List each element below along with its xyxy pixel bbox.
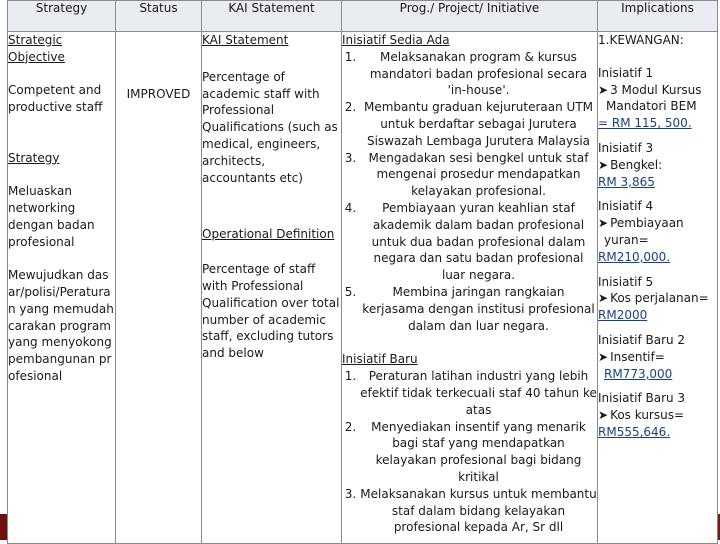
strategy-label: Strategy [8, 150, 60, 165]
new-item: 2. Menyediakan insentif yang menarik bagi staf yang mendapatkan kelayakan profesional bagi bidang kritikal [360, 419, 597, 486]
kai-statement-value: Percentage of academic staff with Professional Qualifications (such as medical, engineers, architects, accountants etc) [202, 69, 338, 185]
initiative-4-label: Inisiatif 4 [598, 199, 654, 214]
operational-definition-value: Percentage of staff with Professional Qualification over total number of academic staff, excluding tutors and below [202, 262, 340, 361]
initiative-1-label: Inisiatif 1 [598, 65, 654, 80]
existing-initiative-list [342, 49, 597, 335]
initiative-5-text: Kos perjalanan= [610, 291, 709, 306]
initiative-1-text: 3 Modul Kursus [610, 82, 702, 97]
operational-definition-label: Operational Definition [202, 227, 335, 242]
arrow-bullet-icon: ➤ [598, 216, 609, 231]
existing-initiative-label: Inisiatif Sedia Ada [342, 33, 450, 47]
existing-item: 5. Membina jaringan rangkaian kerjasama dengan institusi profesional dalam dan luar negara. [360, 284, 597, 334]
existing-item: 2. Membantu graduan kejuruteraan UTM untuk berdaftar sebagai Jurutera Siswazah Lembaga Jurutera Malaysia [360, 99, 597, 149]
new-initiative-3-text: Kos kursus= [610, 408, 685, 423]
arrow-bullet-icon: ➤ [598, 408, 609, 423]
initiative-3-amount: RM 3,865 [598, 174, 655, 189]
initiative-3-label: Inisiatif 3 [598, 140, 654, 155]
new-initiative-3-amount: RM555,646. [598, 424, 671, 439]
header-program: Prog./ Project/ Initiative [342, 1, 598, 32]
strategic-objective-value: Competent and productive staff [8, 83, 103, 115]
initiative-4-amount: RM210,000. [598, 249, 671, 264]
content-row [8, 32, 718, 544]
initiative-5-amount: RM2000 [598, 308, 648, 323]
initiative-5-label: Inisiatif 5 [598, 274, 654, 289]
new-initiative-2-label: Inisiatif Baru 2 [598, 332, 686, 347]
strategy-table [7, 0, 718, 544]
strategic-objective-label: Strategic Objective [8, 33, 65, 64]
strategy-item-2: Mewujudkan dasar/polisi/Peraturan yang memudahcarakan program yang menyokong pembangunan profesional [8, 268, 114, 383]
initiative-1-text-2: Mandatori BEM [606, 99, 697, 114]
kai-statement-label: KAI Statement [202, 33, 289, 47]
header-implications: Implications [598, 1, 718, 32]
kai-cell [202, 32, 342, 544]
arrow-bullet-icon: ➤ [598, 349, 609, 364]
initiative-3-text: Bengkel: [610, 157, 663, 172]
header-strategy: Strategy [8, 1, 116, 32]
existing-item: 4. Pembiayaan yuran keahlian staf akademik dalam badan profesional untuk dua badan profesional dalam negara dan satu badan profesional luar negara. [360, 200, 597, 284]
header-row [8, 1, 718, 32]
strategy-item-1: Meluaskan networking dengan badan profesional [8, 184, 95, 249]
initiative-4-text-2: yuran= [604, 232, 649, 247]
program-cell [342, 32, 598, 544]
status-value: IMPROVED [126, 87, 191, 101]
arrow-bullet-icon: ➤ [598, 82, 609, 97]
arrow-bullet-icon: ➤ [598, 291, 609, 306]
arrow-bullet-icon: ➤ [598, 157, 609, 172]
new-item: 1. Peraturan latihan industri yang lebih efektif tidak terkecuali staf 40 tahun ke atas [360, 368, 597, 418]
new-initiative-label: Inisiatif Baru [342, 352, 418, 367]
existing-item: 3. Mengadakan sesi bengkel untuk staf mengenai prosedur mendapatkan kelayakan profesional. [360, 150, 597, 200]
new-initiative-3-label: Inisiatif Baru 3 [598, 391, 686, 406]
implications-title: 1.KEWANGAN: [598, 33, 684, 47]
implications-cell [598, 32, 718, 544]
header-status: Status [116, 1, 202, 32]
initiative-4-text: Pembiayaan [610, 216, 684, 231]
status-cell [116, 32, 202, 544]
strategy-cell [8, 32, 116, 544]
header-kai-statement: KAI Statement [202, 1, 342, 32]
new-initiative-list [342, 368, 597, 536]
new-item: 3. Melaksanakan kursus untuk membantu staf dalam bidang kelayakan profesional kepada Ar, Sr dll [360, 486, 597, 536]
new-initiative-2-amount: RM773,000 [604, 366, 673, 381]
existing-item: 1. Melaksanakan program & kursus mandatori badan profesional secara 'in-house'. [360, 49, 597, 99]
new-initiative-2-text: Insentif= [610, 349, 665, 364]
initiative-1-amount: = RM 115, 500. [598, 116, 692, 131]
